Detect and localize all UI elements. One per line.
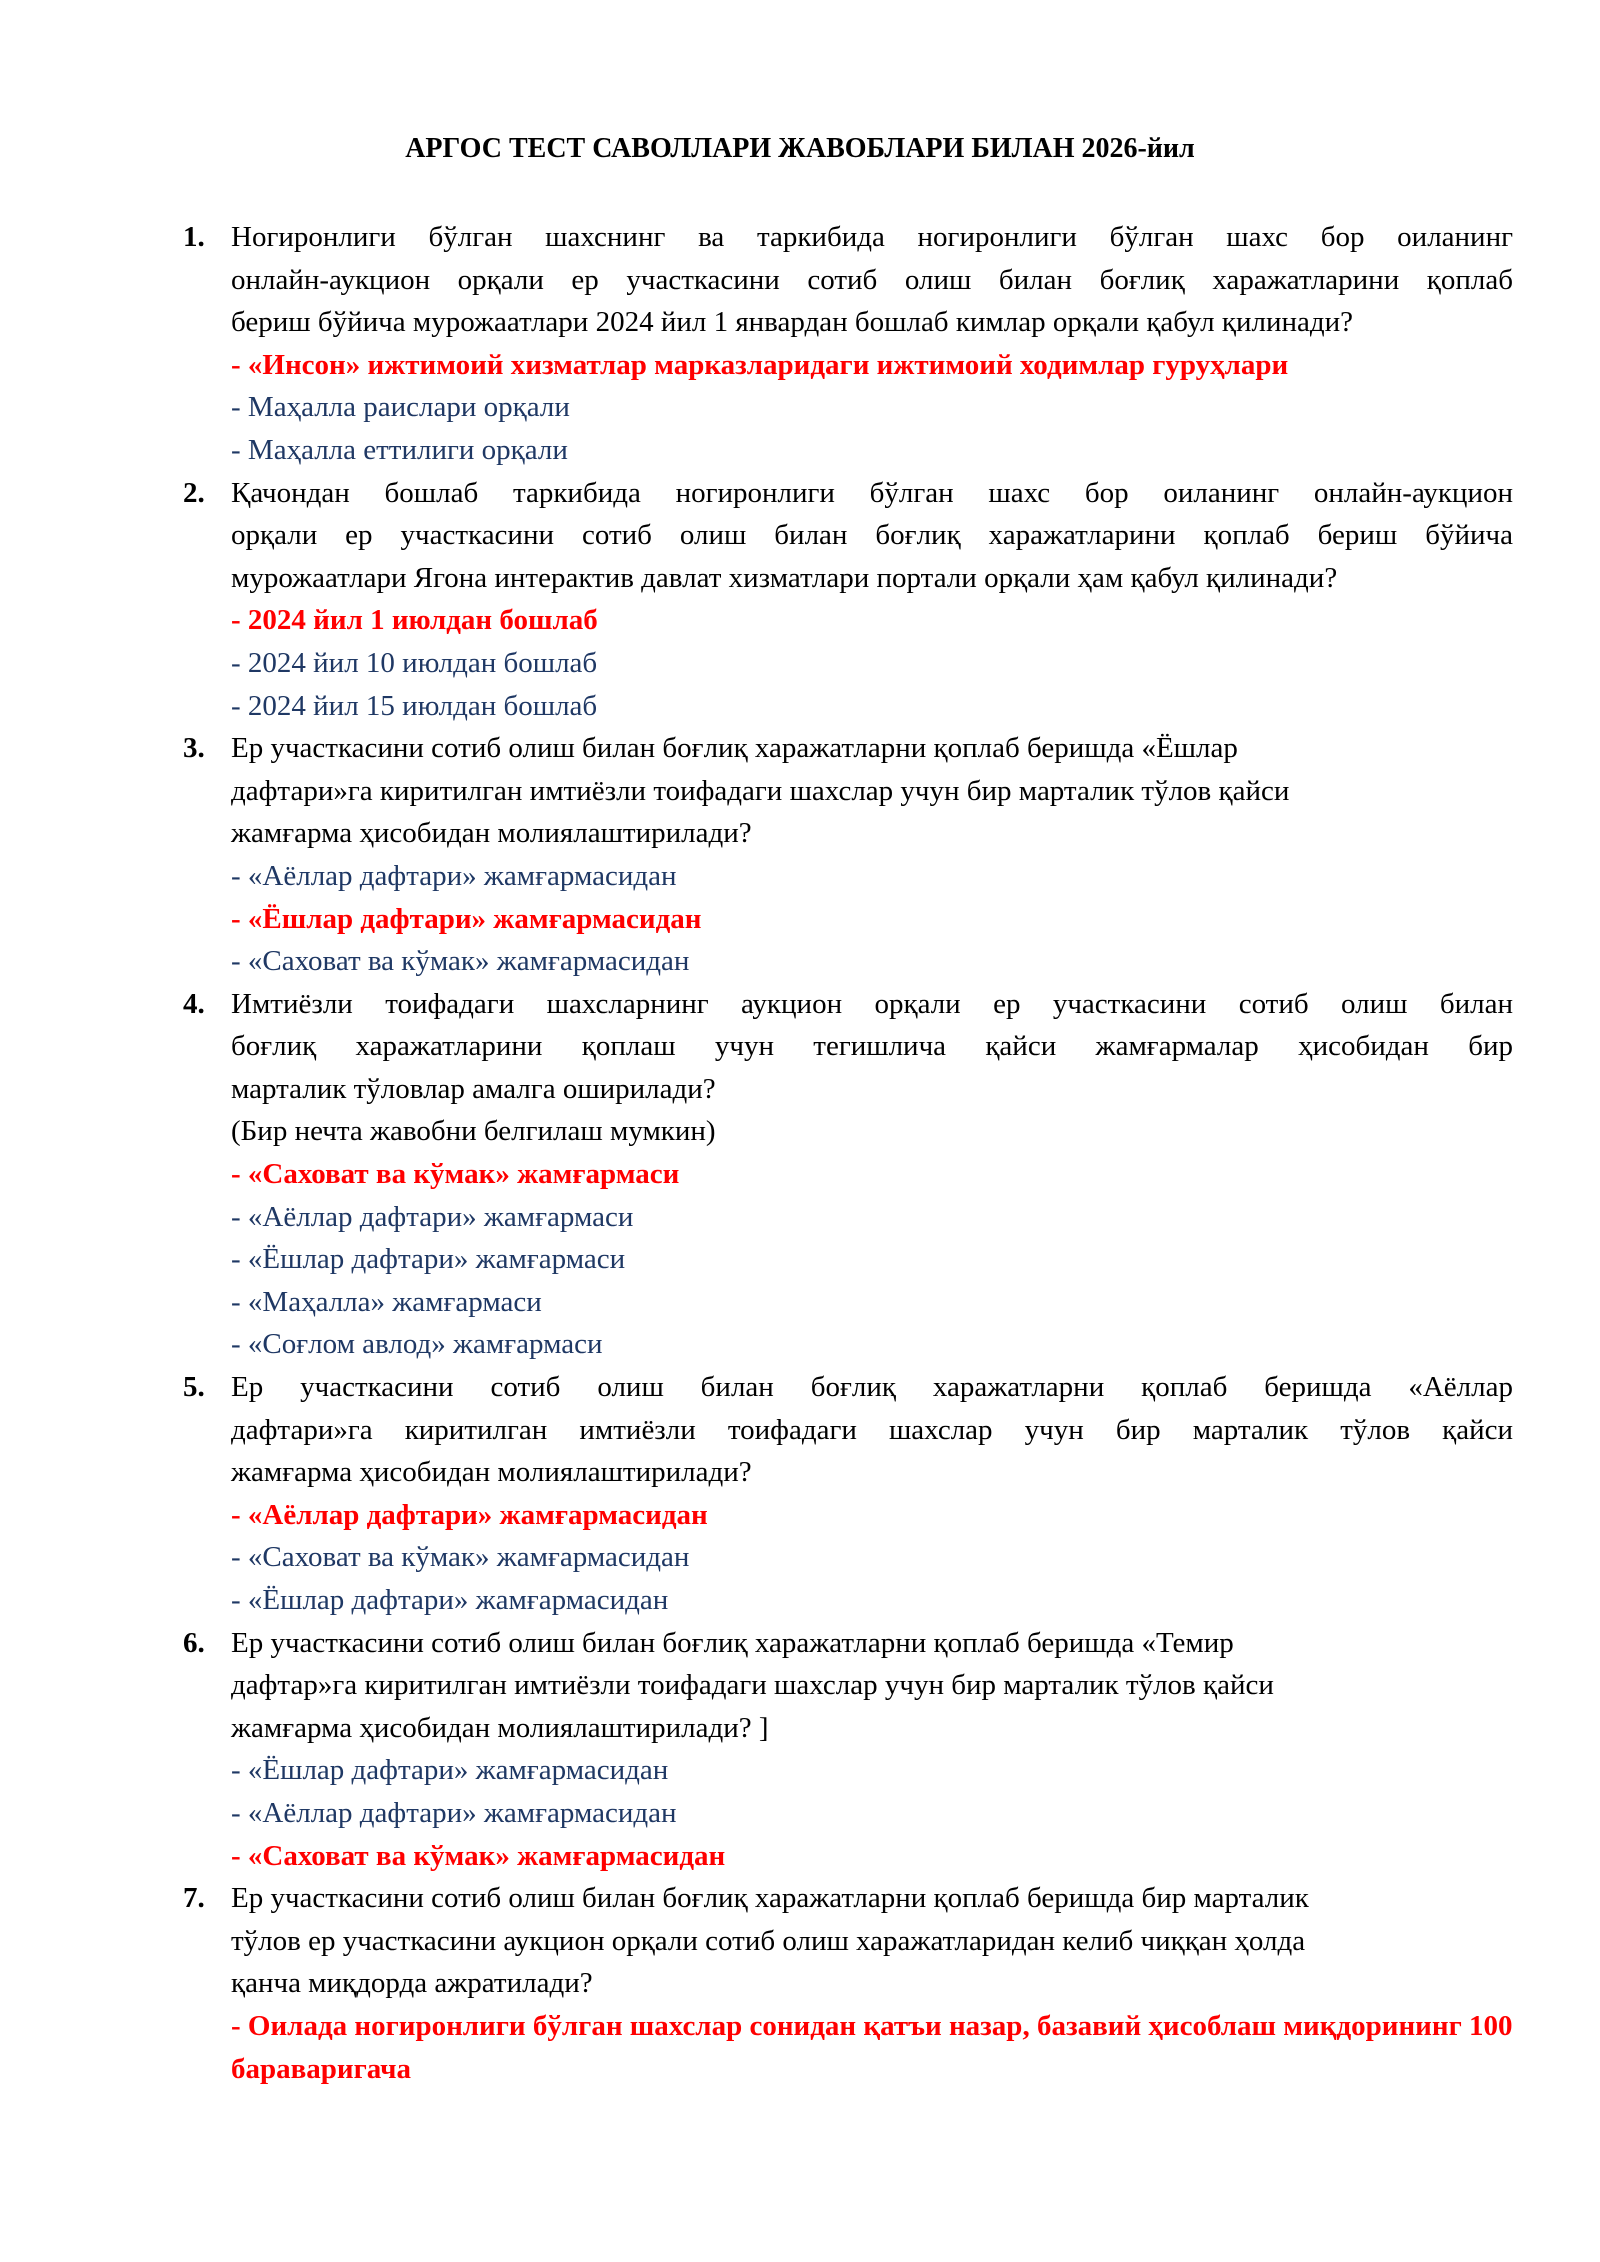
- question-line: Ер участкасини сотиб олиш билан боғлиқ харажатларни қоплаб беришда бир марталик: [231, 1882, 1309, 1915]
- question-line: дафтари»га киритилган имтиёзли тоифадаги шахслар учун бир марталик тўлов қайси: [231, 1413, 1513, 1446]
- answer-option: - «Саховат ва кўмак» жамғармасидан: [231, 1541, 690, 1574]
- question-text: [231, 472, 1513, 600]
- question-line: орқали ер участкасини сотиб олиш билан боғлиқ харажатларини қоплаб бериш бўйича: [231, 519, 1513, 552]
- correct-answer: - «Инсон» ижтимоий хизматлар марказларидаги ижтимоий ходимлар гуруҳлари: [231, 348, 1289, 381]
- answer-list: [231, 1749, 1513, 1877]
- question-1: [183, 216, 1513, 472]
- document-title: АРГОС ТЕСТ САВОЛЛАРИ ЖАВОБЛАРИ БИЛАН 2026-йил: [405, 133, 1195, 164]
- answer-list: [231, 1153, 1513, 1366]
- question-text: [231, 216, 1513, 344]
- correct-answer: - «Аёллар дафтари» жамғармасидан: [231, 1498, 708, 1531]
- question-line: дафтар»га киритилган имтиёзли тоифадаги шахслар учун бир марталик тўлов қайси: [231, 1669, 1274, 1702]
- answer-option: - 2024 йил 15 июлдан бошлаб: [231, 689, 598, 722]
- answer-option: - «Маҳалла» жамғармаси: [231, 1285, 542, 1318]
- question-number: 4.: [183, 987, 205, 1020]
- question-line: боғлиқ харажатларини қоплаш учун тегишлича қайси жамғармалар ҳисобидан бир: [231, 1030, 1513, 1063]
- question-line: онлайн-аукцион орқали ер участкасини сотиб олиш билан боғлиқ харажатларини қоплаб: [231, 263, 1513, 296]
- question-number: 2.: [183, 476, 205, 509]
- question-3: [183, 727, 1513, 983]
- correct-answer: - «Саховат ва кўмак» жамғармаси: [231, 1158, 680, 1191]
- question-line: Ер участкасини сотиб олиш билан боғлиқ харажатларни қоплаб беришда «Ёшлар: [231, 732, 1238, 765]
- answer-list: [231, 344, 1513, 472]
- answer-option: - «Соғлом авлод» жамғармаси: [231, 1328, 603, 1361]
- answer-option: - «Аёллар дафтари» жамғармаси: [231, 1200, 634, 1233]
- question-6: [183, 1622, 1513, 1878]
- answer-list: [231, 599, 1513, 727]
- question-number: 5.: [183, 1371, 205, 1404]
- question-number: 3.: [183, 732, 205, 765]
- answer-option: - 2024 йил 10 июлдан бошлаб: [231, 646, 598, 679]
- answer-option: - «Аёллар дафтари» жамғармасидан: [231, 1796, 677, 1829]
- answer-option: - Маҳалла раислари орқали: [231, 391, 570, 424]
- answer-option: - «Саховат ва кўмак» жамғармасидан: [231, 945, 690, 978]
- question-line: жамғарма ҳисобидан молиялаштирилади?: [231, 1456, 752, 1489]
- question-line: мурожаатлари Ягона интерактив давлат хизматлари портали орқали ҳам қабул қилинади?: [231, 561, 1338, 594]
- question-line: тўлов ер участкасини аукцион орқали сотиб олиш харажатларидан келиб чиққан ҳолда: [231, 1924, 1306, 1957]
- question-line: жамғарма ҳисобидан молиялаштирилади?: [231, 817, 752, 850]
- question-number: 6.: [183, 1626, 205, 1659]
- question-line: марталик тўловлар амалга оширилади?: [231, 1072, 716, 1105]
- answer-option: - «Аёллар дафтари» жамғармасидан: [231, 859, 677, 892]
- question-number: 1.: [183, 221, 205, 253]
- correct-answer: - «Ёшлар дафтари» жамғармасидан: [231, 902, 702, 935]
- answer-list: [231, 2005, 1513, 2090]
- question-text: [231, 1366, 1513, 1494]
- correct-answer: - «Саховат ва кўмак» жамғармасидан: [231, 1839, 726, 1872]
- question-text: [231, 983, 1513, 1153]
- answer-option: - «Ёшлар дафтари» жамғармасидан: [231, 1754, 669, 1787]
- question-text: [231, 1877, 1513, 2005]
- question-number: 7.: [183, 1882, 205, 1915]
- question-line: Ер участкасини сотиб олиш билан боғлиқ харажатларни қоплаб беришда «Аёллар: [231, 1371, 1513, 1404]
- answer-option: - «Ёшлар дафтари» жамғармаси: [231, 1243, 626, 1276]
- question-text: [231, 1622, 1513, 1750]
- question-line: дафтари»га киритилган имтиёзли тоифадаги шахслар учун бир марталик тўлов қайси: [231, 774, 1290, 807]
- question-line: Ер участкасини сотиб олиш билан боғлиқ харажатларни қоплаб беришда «Темир: [231, 1626, 1234, 1659]
- answer-list: [231, 855, 1513, 983]
- question-4: [183, 983, 1513, 1366]
- question-line: Имтиёзли тоифадаги шахсларнинг аукцион орқали ер участкасини сотиб олиш билан: [231, 987, 1513, 1020]
- question-note: (Бир нечта жавобни белгилаш мумкин): [231, 1115, 716, 1148]
- correct-answer: - 2024 йил 1 июлдан бошлаб: [231, 604, 598, 637]
- question-text: [231, 727, 1513, 855]
- question-list: [183, 216, 1513, 2090]
- question-5: [183, 1366, 1513, 1622]
- correct-answer: - Оилада ногиронлиги бўлган шахслар сонидан қатъи назар, базавий ҳисоблаш миқдорининг 100 бараваригача: [231, 2009, 1513, 2085]
- question-7: [183, 1877, 1513, 2090]
- question-2: [183, 472, 1513, 728]
- question-line: Қачондан бошлаб таркибида ногиронлиги бўлган шахс бор оиланинг онлайн-аукцион: [231, 476, 1513, 509]
- question-line: бериш бўйича мурожаатлари 2024 йил 1 январдан бошлаб кимлар орқали қабул қилинади?: [231, 306, 1354, 339]
- answer-list: [231, 1494, 1513, 1622]
- question-line: жамғарма ҳисобидан молиялаштирилади? ]: [231, 1711, 769, 1744]
- answer-option: - «Ёшлар дафтари» жамғармасидан: [231, 1584, 669, 1616]
- question-line: қанча миқдорда ажратилади?: [231, 1967, 593, 2000]
- answer-option: - Маҳалла еттилиги орқали: [231, 433, 568, 466]
- question-line: Ногиронлиги бўлган шахснинг ва таркибида ногиронлиги бўлган шахс бор оиланинг: [231, 221, 1513, 253]
